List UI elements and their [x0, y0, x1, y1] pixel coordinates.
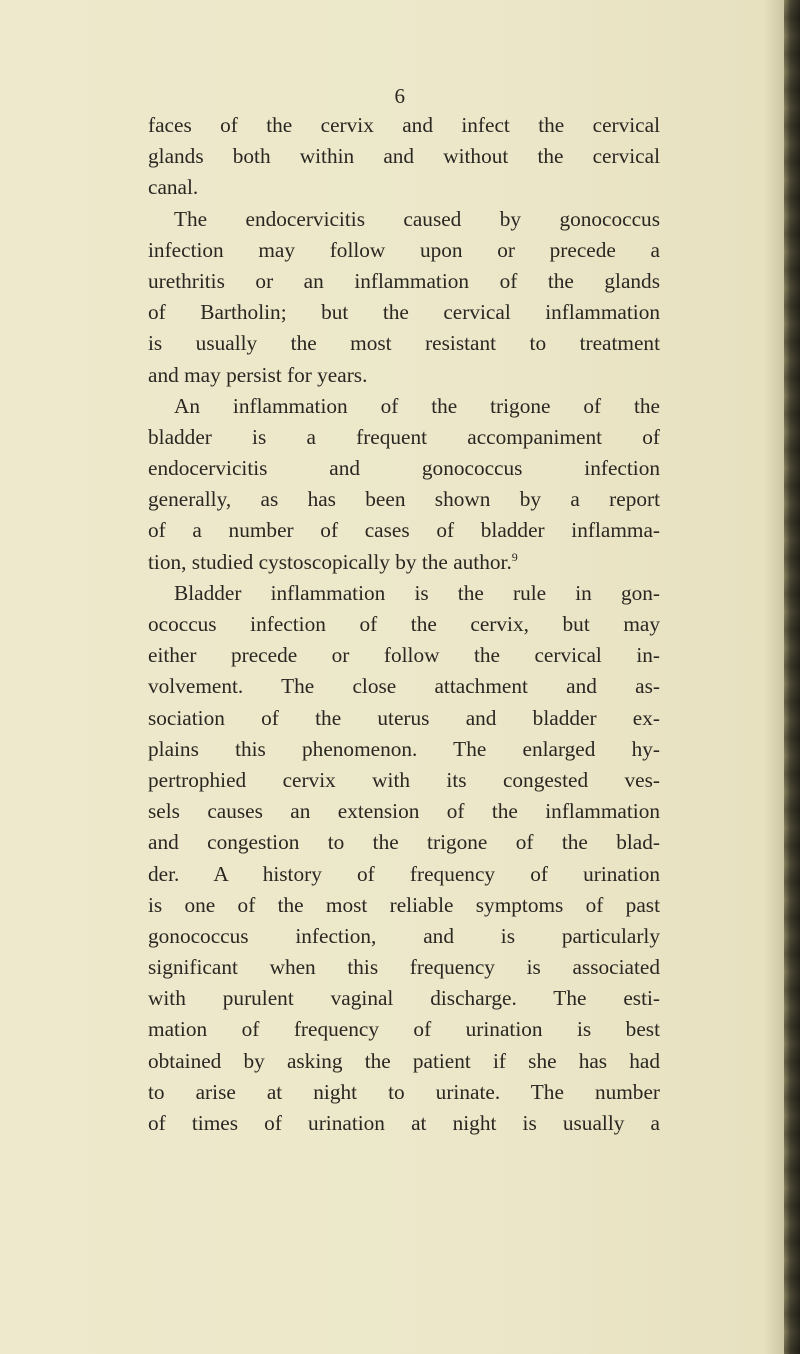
text-line	[148, 952, 660, 983]
text-line-content: obtained by asking the patient if she has had	[148, 1048, 660, 1073]
text-line	[148, 640, 660, 671]
text-line	[148, 391, 660, 422]
text-line-content: sociation of the uterus and bladder ex-	[148, 705, 660, 730]
text-line	[148, 297, 660, 328]
text-line-content: gonococcus infection, and is particularly	[148, 923, 660, 948]
text-line-content: significant when this frequency is associated	[148, 955, 660, 980]
text-line-content: glands both within and without the cervical	[148, 144, 660, 169]
body-text	[148, 110, 660, 1139]
text-line	[148, 141, 660, 172]
text-line-content: generally, as has been shown by a report	[148, 487, 660, 512]
text-line-content: volvement. The close attachment and as-	[148, 674, 660, 699]
text-line	[148, 765, 660, 796]
text-line	[148, 1014, 660, 1045]
text-line	[148, 266, 660, 297]
text-line-content: is one of the most reliable symptoms of past	[148, 892, 660, 917]
text-line	[148, 204, 660, 235]
text-line-content: tion, studied cystoscopically by the author.	[148, 549, 512, 574]
text-line	[148, 1046, 660, 1077]
text-line	[148, 515, 660, 546]
text-line-content: with purulent vaginal discharge. The esti-	[148, 986, 660, 1011]
text-line-content: either precede or follow the cervical in-	[148, 643, 660, 668]
text-line	[148, 1077, 660, 1108]
text-line-content: mation of frequency of urination is best	[148, 1017, 660, 1042]
footnote-marker: 9	[511, 549, 518, 564]
text-line-content: der. A history of frequency of urination	[148, 861, 660, 886]
text-line	[148, 734, 660, 765]
text-line	[148, 547, 660, 578]
text-line-content: The endocervicitis caused by gonococcus	[174, 206, 660, 231]
text-line	[148, 453, 660, 484]
text-line-content: plains this phenomenon. The enlarged hy-	[148, 736, 660, 761]
text-line	[148, 703, 660, 734]
text-line	[148, 859, 660, 890]
text-line	[148, 671, 660, 702]
text-line-content: to arise at night to urinate. The number	[148, 1079, 660, 1104]
text-line	[148, 172, 660, 203]
text-line	[148, 110, 660, 141]
text-line-content: of Bartholin; but the cervical inflammation	[148, 300, 660, 325]
text-line	[148, 796, 660, 827]
text-line-content: urethritis or an inflammation of the glands	[148, 268, 660, 293]
text-line	[148, 360, 660, 391]
text-line	[148, 578, 660, 609]
page-number: 6	[394, 84, 406, 108]
book-binding-edge	[784, 0, 800, 1354]
text-line	[148, 609, 660, 640]
text-line	[148, 827, 660, 858]
text-line-content: infection may follow upon or precede a	[148, 237, 660, 262]
text-line-content: canal.	[148, 175, 199, 200]
text-line-content: faces of the cervix and infect the cervical	[148, 113, 660, 137]
text-line-content: and may persist for years.	[148, 362, 368, 387]
text-line-content: pertrophied cervix with its congested ves-	[148, 767, 660, 792]
text-line	[148, 484, 660, 515]
text-line-content: ococcus infection of the cervix, but may	[148, 612, 660, 636]
text-line-content: An inflammation of the trigone of the	[174, 393, 660, 418]
text-line-content: Bladder inflammation is the rule in gon-	[174, 580, 660, 605]
text-line-content: of times of urination at night is usually a	[148, 1111, 660, 1135]
text-line-content: of a number of cases of bladder inflamma-	[148, 518, 660, 543]
text-line	[148, 1108, 660, 1139]
text-line-content: sels causes an extension of the inflammation	[148, 799, 660, 824]
text-line	[148, 983, 660, 1014]
text-line-content: bladder is a frequent accompaniment of	[148, 424, 660, 449]
text-line-content: endocervicitis and gonococcus infection	[148, 456, 660, 481]
text-line-content: is usually the most resistant to treatment	[148, 331, 660, 356]
text-line	[148, 921, 660, 952]
text-line	[148, 328, 660, 359]
text-line	[148, 890, 660, 921]
text-line	[148, 422, 660, 453]
text-line-content: and congestion to the trigone of the blad-	[148, 830, 660, 855]
text-line	[148, 235, 660, 266]
binding-shadow	[764, 0, 784, 1354]
